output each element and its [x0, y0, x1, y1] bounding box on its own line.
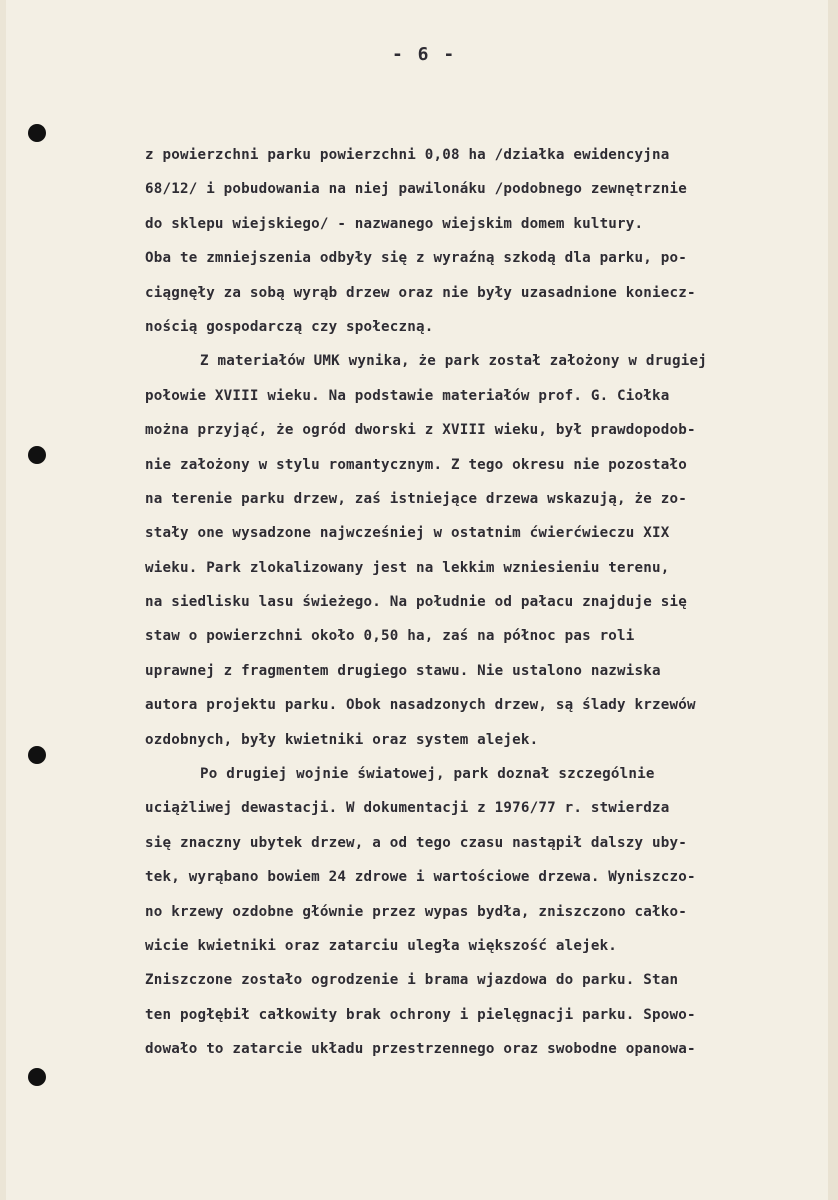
text-line: na siedlisku lasu świeżego. Na południe od pałacu znajduje się — [145, 594, 687, 611]
page-number: - 6 - — [392, 44, 457, 65]
text-line: no krzewy ozdobne głównie przez wypas bydła, zniszczono całko- — [145, 903, 687, 920]
text-line: 68/12/ i pobudowania na niej pawilonáku /podobnego zewnętrznie — [145, 181, 687, 198]
text-line: dowało to zatarcie układu przestrzennego oraz swobodne opanowa- — [145, 1041, 696, 1058]
text-line: na terenie parku drzew, zaś istniejące drzewa wskazują, że zo- — [145, 490, 687, 507]
text-line: można przyjąć, że ogród dworski z XVIII wieku, był prawdopodob- — [145, 422, 696, 439]
text-line: się znaczny ubytek drzew, a od tego czasu nastąpił dalszy uby- — [145, 834, 687, 851]
text-line: ciągnęły za sobą wyrąb drzew oraz nie były uzasadnione koniecz- — [145, 284, 696, 301]
punch-hole — [28, 746, 46, 764]
punch-hole — [28, 446, 46, 464]
text-line: połowie XVIII wieku. Na podstawie materiałów prof. G. Ciołka — [145, 387, 670, 404]
text-line: do sklepu wiejskiego/ - nazwanego wiejskim domem kultury. — [145, 215, 644, 232]
text-line: ten pogłębił całkowity brak ochrony i pielęgnacji parku. Spowo- — [145, 1006, 696, 1023]
text-line: Z materiałów UMK wynika, że park został założony w drugiej — [200, 353, 708, 370]
typed-text-body — [145, 138, 825, 1067]
text-line: Zniszczone zostało ogrodzenie i brama wjazdowa do parku. Stan — [145, 972, 679, 989]
text-line: wieku. Park zlokalizowany jest na lekkim wzniesieniu terenu, — [145, 559, 670, 576]
text-line: Po drugiej wojnie światowej, park doznał szczególnie — [200, 766, 655, 783]
text-line: nie założony w stylu romantycznym. Z tego okresu nie pozostało — [145, 456, 687, 473]
text-line: nością gospodarczą czy społeczną. — [145, 318, 434, 335]
text-line: stały one wysadzone najwcześniej w ostatnim ćwierćwieczu XIX — [145, 525, 670, 542]
text-line: wicie kwietniki oraz zatarciu uległa większość alejek. — [145, 937, 618, 954]
text-line: uciążliwej dewastacji. W dokumentacji z 1976/77 r. stwierdza — [145, 800, 670, 817]
text-line: z powierzchni parku powierzchni 0,08 ha /działka ewidencyjna — [145, 147, 670, 163]
text-line: ozdobnych, były kwietniki oraz system alejek. — [145, 731, 539, 748]
text-line: autora projektu parku. Obok nasadzonych drzew, są ślady krzewów — [145, 697, 696, 714]
text-line: tek, wyrąbano bowiem 24 zdrowe i wartościowe drzewa. Wyniszczo- — [145, 869, 696, 886]
text-line: uprawnej z fragmentem drugiego stawu. Nie ustalono nazwiska — [145, 662, 661, 679]
text-line: staw o powierzchni około 0,50 ha, zaś na północ pas roli — [145, 628, 635, 645]
punch-hole — [28, 1068, 46, 1086]
punch-hole — [28, 124, 46, 142]
text-line: Oba te zmniejszenia odbyły się z wyraźną szkodą dla parku, po- — [145, 250, 687, 267]
